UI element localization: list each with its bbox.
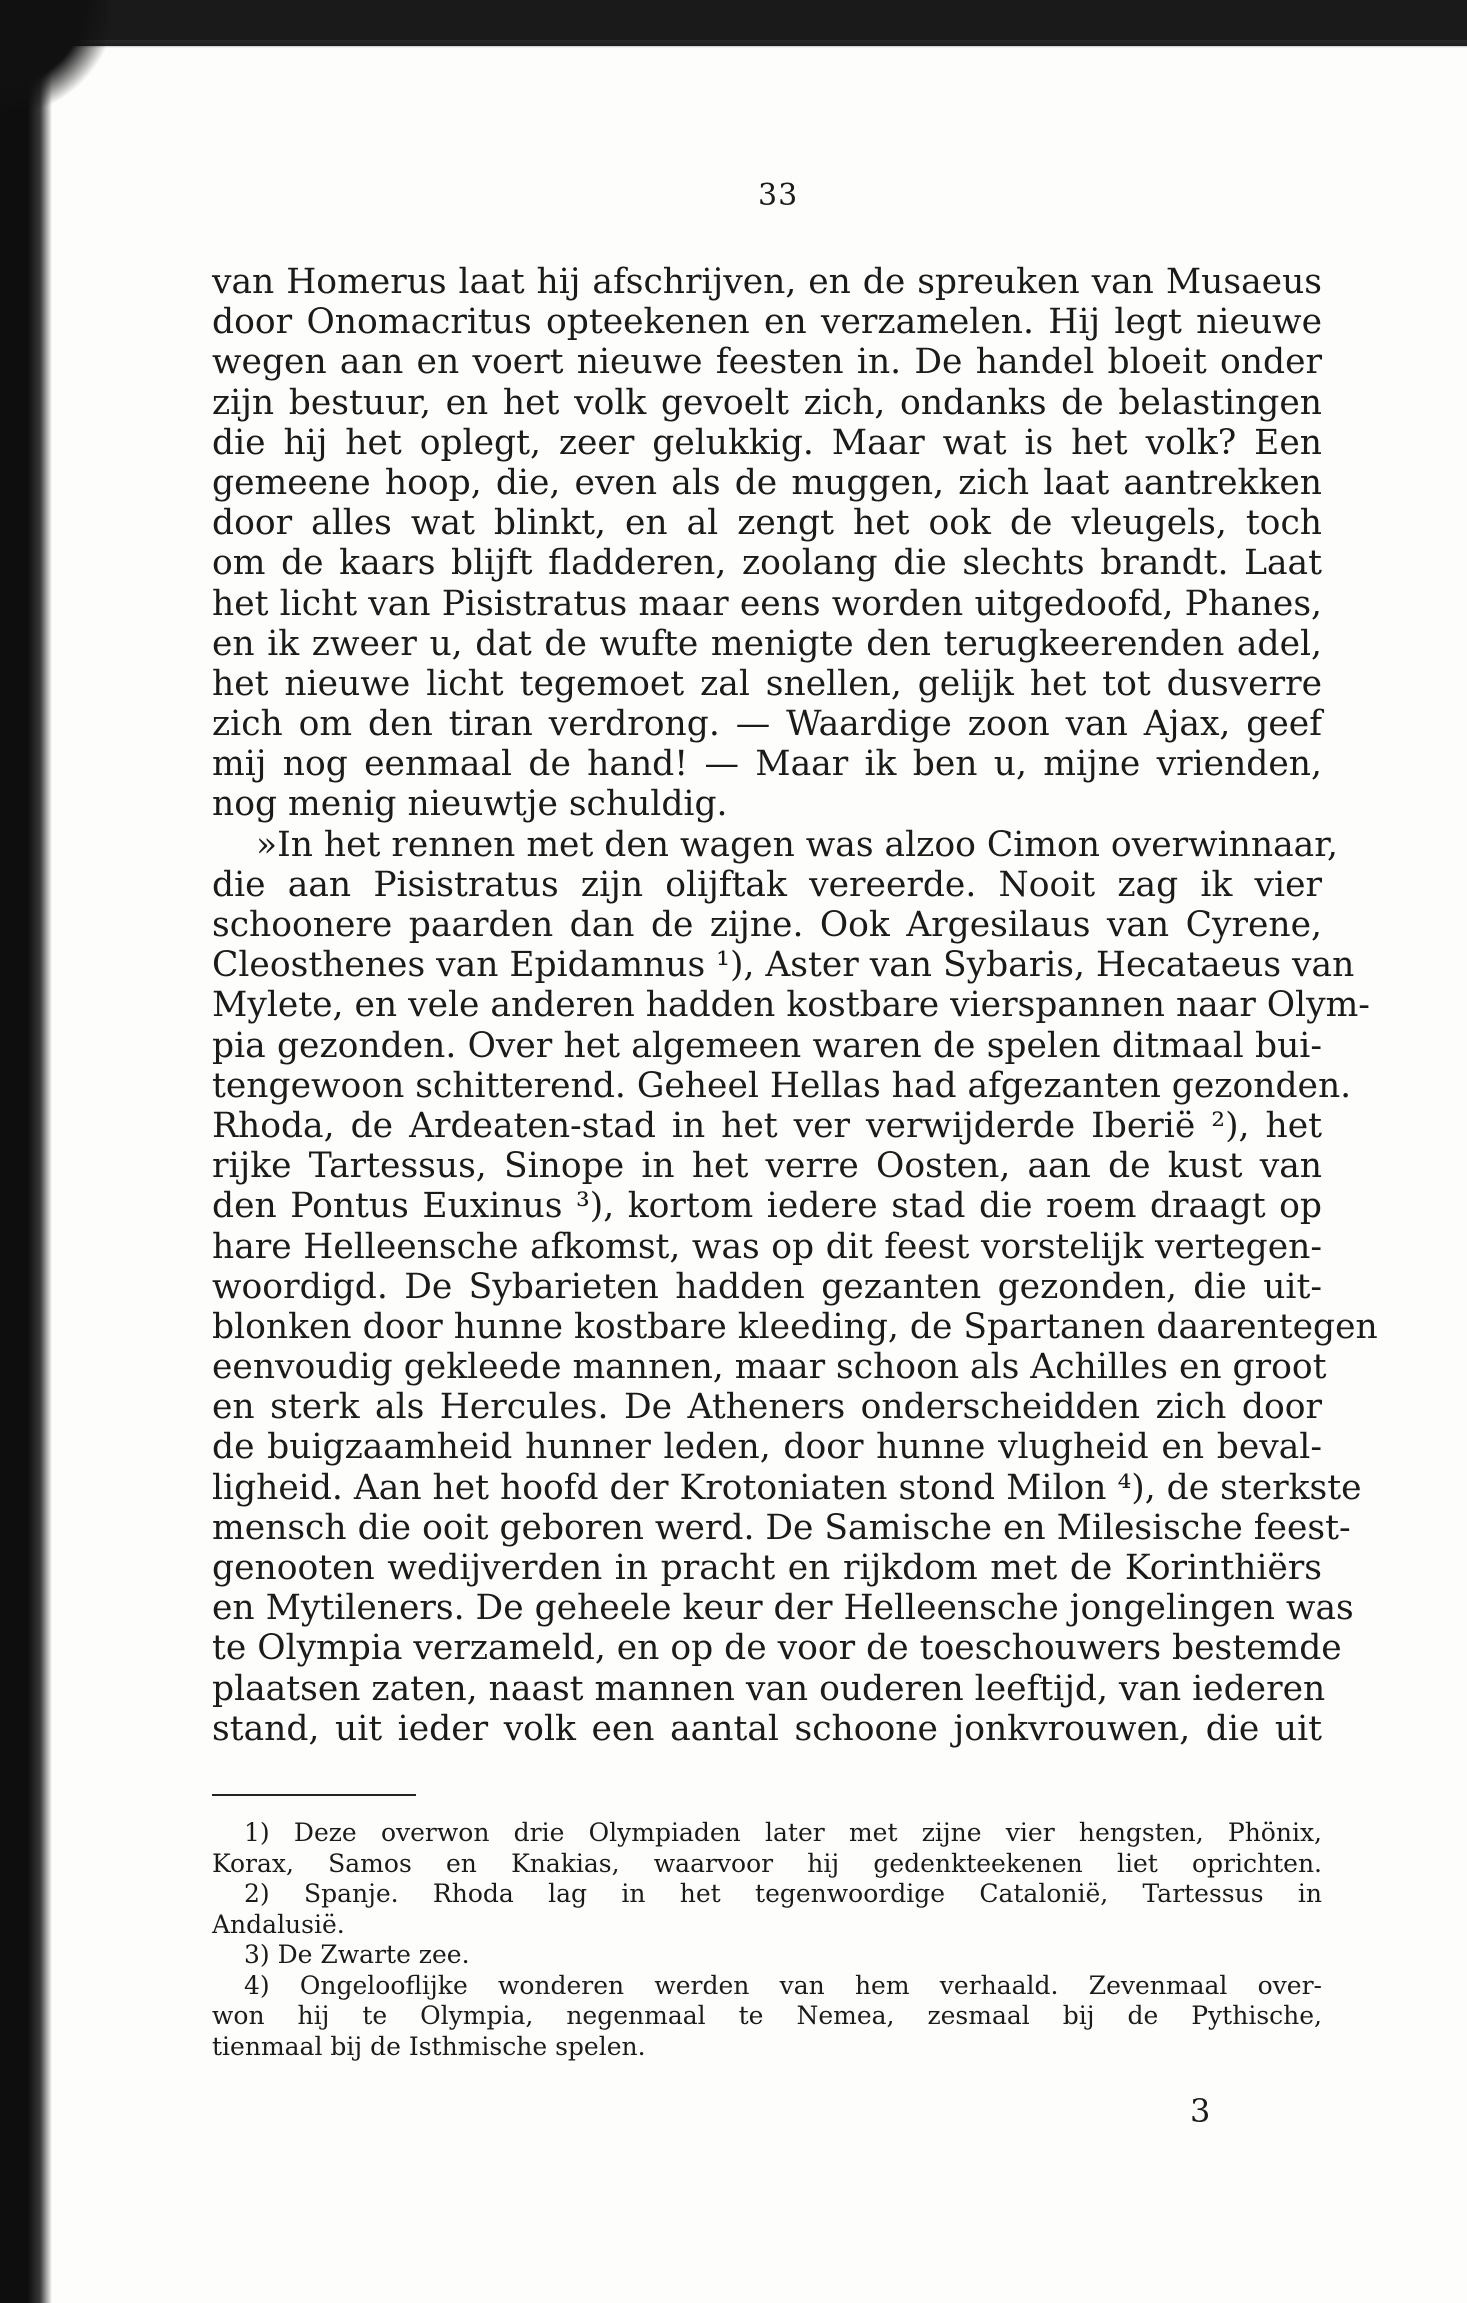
text-line: Rhoda, de Ardeaten-stad in het ver verwijderde Iberië ²), het: [212, 1105, 1322, 1146]
footnote-line: won hij te Olympia, negenmaal te Nemea, zesmaal bij de Pythische,: [212, 2001, 1322, 2030]
text-line: van Homerus laat hij afschrijven, en de spreuken van Musaeus: [212, 262, 1322, 302]
footnote-line: tienmaal bij de Isthmische spelen.: [212, 2031, 646, 2061]
text-line: het nieuwe licht tegemoet zal snellen, gelijk het tot dusverre: [212, 663, 1322, 704]
text-line: die hij het oplegt, zeer gelukkig. Maar wat is het volk? Een: [212, 422, 1322, 463]
text-line: blonken door hunne kostbare kleeding, de Spartanen daarentegen: [212, 1306, 1378, 1347]
scan-edge-corner: [0, 0, 110, 110]
text-line: die aan Pisistratus zijn olijftak vereerde. Nooit zag ik vier: [212, 864, 1322, 905]
text-line: en Mytileners. De geheele keur der Helleensche jongelingen was: [212, 1588, 1354, 1629]
text-line: eenvoudig gekleede mannen, maar schoon als Achilles en groot: [212, 1347, 1327, 1388]
text-line: genooten wedijverden in pracht en rijkdom met de Korinthiërs: [212, 1548, 1322, 1588]
footnote-line: 1) Deze overwon drie Olympiaden later met zijne vier hengsten, Phönix,: [244, 1818, 1322, 1847]
text-line: hare Helleensche afkomst, was op dit feest vorstelijk vertegen-: [212, 1226, 1322, 1267]
text-line: zich om den tiran verdrong. — Waardige zoon van Ajax, geef: [212, 704, 1322, 745]
text-line: pia gezonden. Over het algemeen waren de spelen ditmaal bui-: [212, 1025, 1322, 1066]
text-line: door alles wat blinkt, en al zengt het ook de vleugels, toch: [212, 503, 1322, 544]
text-line: Cleosthenes van Epidamnus ¹), Aster van Sybaris, Hecataeus van: [212, 945, 1355, 986]
text-line: mensch die ooit geboren werd. De Samische en Milesische feest-: [212, 1507, 1351, 1548]
text-line: woordigd. De Sybarieten hadden gezanten gezonden, die uit-: [212, 1266, 1322, 1307]
text-line: Mylete, en vele anderen hadden kostbare vierspannen naar Olym-: [212, 985, 1370, 1026]
footnote-line: 4) Ongelooflijke wonderen werden van hem verhaald. Zevenmaal over-: [244, 1970, 1322, 2000]
signature-mark: 3: [1190, 2092, 1211, 2130]
scan-edge-left: [0, 0, 52, 2303]
text-line: het licht van Pisistratus maar eens worden uitgedoofd, Phanes,: [212, 583, 1322, 624]
text-line: door Onomacritus opteekenen en verzamelen. Hij legt nieuwe: [212, 302, 1322, 343]
footnote-line: 2) Spanje. Rhoda lag in het tegenwoordige Catalonië, Tartessus in: [244, 1879, 1322, 1908]
text-line: tengewoon schitterend. Geheel Hellas had afgezanten gezonden.: [212, 1065, 1352, 1106]
footnote-line: Korax, Samos en Knakias, waarvoor hij gedenkteekenen liet oprichten.: [212, 1848, 1322, 1878]
text-line: den Pontus Euxinus ³), kortom iedere stad die roem draagt op: [212, 1186, 1322, 1227]
text-line: zijn bestuur, en het volk gevoelt zich, ondanks de belastingen: [212, 382, 1322, 423]
footnote-divider: [212, 1794, 416, 1796]
text-line: nog menig nieuwtje schuldig.: [212, 784, 728, 825]
text-line: en sterk als Hercules. De Atheners onderscheidden zich door: [212, 1387, 1322, 1428]
text-line: stand, uit ieder volk een aantal schoone jonkvrouwen, die uit: [212, 1708, 1322, 1749]
page-number: 33: [758, 178, 799, 213]
text-line: schoonere paarden dan de zijne. Ook Argesilaus van Cyrene,: [212, 905, 1322, 945]
text-line: en ik zweer u, dat de wufte menigte den terugkeerenden adel,: [212, 623, 1322, 664]
text-line: plaatsen zaten, naast mannen van ouderen leeftijd, van iederen: [212, 1668, 1326, 1709]
text-line: te Olympia verzameld, en op de voor de toeschouwers bestemde: [212, 1628, 1342, 1669]
footnote-line: Andalusië.: [212, 1909, 345, 1939]
text-line: de buigzaamheid hunner leden, door hunne vlugheid en beval-: [212, 1427, 1322, 1468]
text-line: mij nog eenmaal de hand! — Maar ik ben u, mijne vrienden,: [212, 744, 1322, 785]
scan-edge-shadow: [0, 40, 1467, 48]
text-line: wegen aan en voert nieuwe feesten in. De handel bloeit onder: [212, 342, 1322, 383]
text-line: om de kaars blijft fladderen, zoolang die slechts brandt. Laat: [212, 543, 1322, 584]
body-text: [212, 262, 1378, 1749]
text-line: »In het rennen met den wagen was alzoo Cimon overwinnaar,: [256, 824, 1338, 865]
text-line: ligheid. Aan het hoofd der Krotoniaten stond Milon ⁴), de sterkste: [212, 1467, 1362, 1508]
footnotes: [212, 1818, 1322, 2062]
text-line: rijke Tartessus, Sinope in het verre Oosten, aan de kust van: [212, 1146, 1322, 1187]
footnote-line: 3) De Zwarte zee.: [244, 1940, 470, 1969]
text-line: gemeene hoop, die, even als de muggen, zich laat aantrekken: [212, 462, 1322, 503]
